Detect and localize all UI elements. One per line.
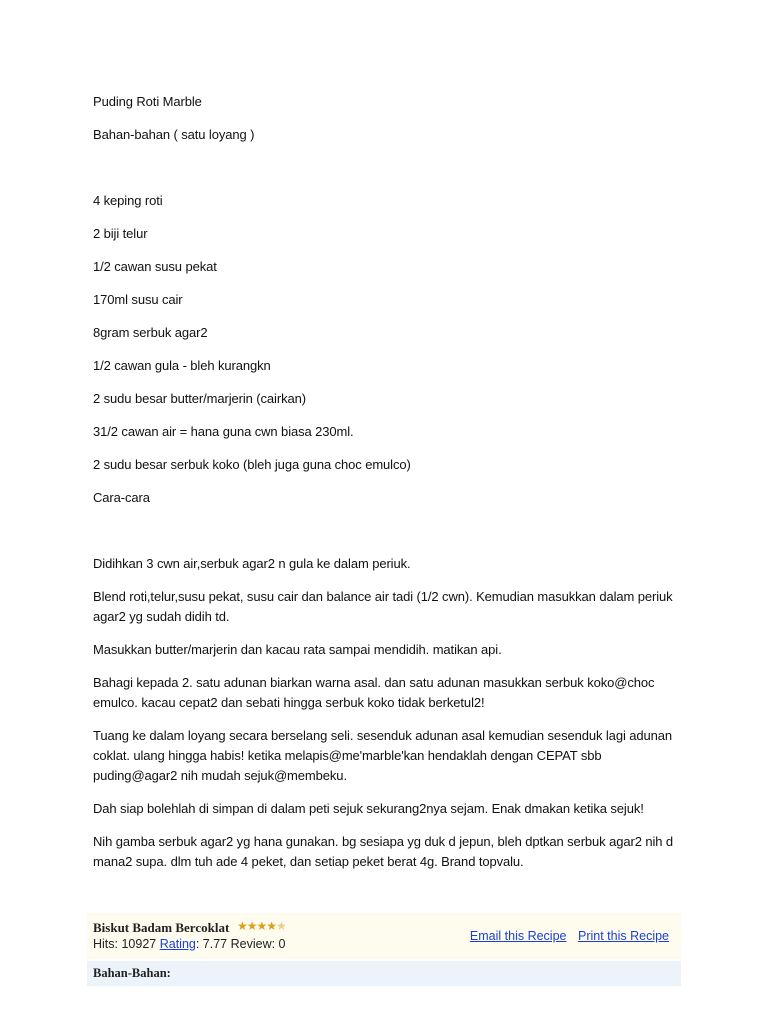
recipe-document (93, 92, 683, 885)
widget-section-label: Bahan-Bahan: (93, 966, 171, 980)
steps-list (93, 554, 683, 872)
rating-stars-icon: ★★★★★ (237, 919, 286, 933)
method-heading: Cara-cara (93, 490, 150, 505)
step-paragraph: Dah siap bolehlah di simpan di dalam peti sejuk sekurang2nya sejam. Enak dmakan ketika sejuk! (93, 801, 644, 816)
widget-stats (93, 937, 286, 951)
step-paragraph: Nih gamba serbuk agar2 yg hana gunakan. bg sesiapa yg duk d jepun, bleh dptkan serbuk agar2 nih d mana2 supa. dlm tuh ade 4 peket, dan setiap peket berat 4g. Brand topvalu. (93, 834, 674, 869)
ingredients-list (93, 191, 683, 475)
ingredient-item: 1/2 cawan susu pekat (93, 259, 217, 274)
widget-actions (462, 929, 669, 943)
ingredient-item: 31/2 cawan air = hana guna cwn biasa 230ml. (93, 424, 354, 439)
step-paragraph: Blend roti,telur,susu pekat, susu cair dan balance air tadi (1/2 cwn). Kemudian masukkan dalam periuk agar2 yg sudah didih td. (93, 589, 673, 624)
ingredients-heading: Bahan-bahan ( satu loyang ) (93, 127, 255, 142)
ingredient-item: 170ml susu cair (93, 292, 183, 307)
recipe-title: Puding Roti Marble (93, 94, 202, 109)
print-recipe-link[interactable]: Print this Recipe (577, 929, 669, 943)
step-paragraph: Didihkan 3 cwn air,serbuk agar2 n gula ke dalam periuk. (93, 556, 411, 571)
ingredient-item: 2 biji telur (93, 226, 148, 241)
recipe-widget-header (87, 913, 681, 959)
email-recipe-link[interactable]: Email this Recipe (469, 929, 567, 943)
ingredient-item: 2 sudu besar butter/marjerin (cairkan) (93, 391, 306, 406)
step-paragraph: Masukkan butter/marjerin dan kacau rata sampai mendidih. matikan api. (93, 642, 502, 657)
spacer (93, 158, 683, 191)
rating-value: : 7.77 Review: 0 (195, 937, 286, 951)
widget-section-bar (87, 961, 681, 986)
ingredient-item: 2 sudu besar serbuk koko (bleh juga guna choc emulco) (93, 457, 411, 472)
ingredient-item: 8gram serbuk agar2 (93, 325, 208, 340)
ingredient-item: 4 keping roti (93, 193, 163, 208)
recipe-widget (87, 913, 681, 987)
ingredient-item: 1/2 cawan gula - bleh kurangkn (93, 358, 271, 373)
rating-link[interactable]: Rating (159, 937, 196, 951)
widget-recipe-name: Biskut Badam Bercoklat (93, 920, 230, 935)
step-paragraph: Bahagi kepada 2. satu adunan biarkan warna asal. dan satu adunan masukkan serbuk koko@choc emulco. kacau cepat2 dan sebati hingga serbuk koko tidak berketul2! (93, 675, 655, 710)
step-paragraph: Tuang ke dalam loyang secara berselang seli. sesenduk adunan asal kemudian sesenduk lagi adunan coklat. ulang hingga habis! ketika melapis@me'marble'kan hendaklah dengan CEPAT sbb puding@agar2 nih mudah sejuk@membeku. (93, 728, 673, 783)
hits-count: Hits: 10927 (93, 937, 157, 951)
spacer (93, 521, 683, 554)
